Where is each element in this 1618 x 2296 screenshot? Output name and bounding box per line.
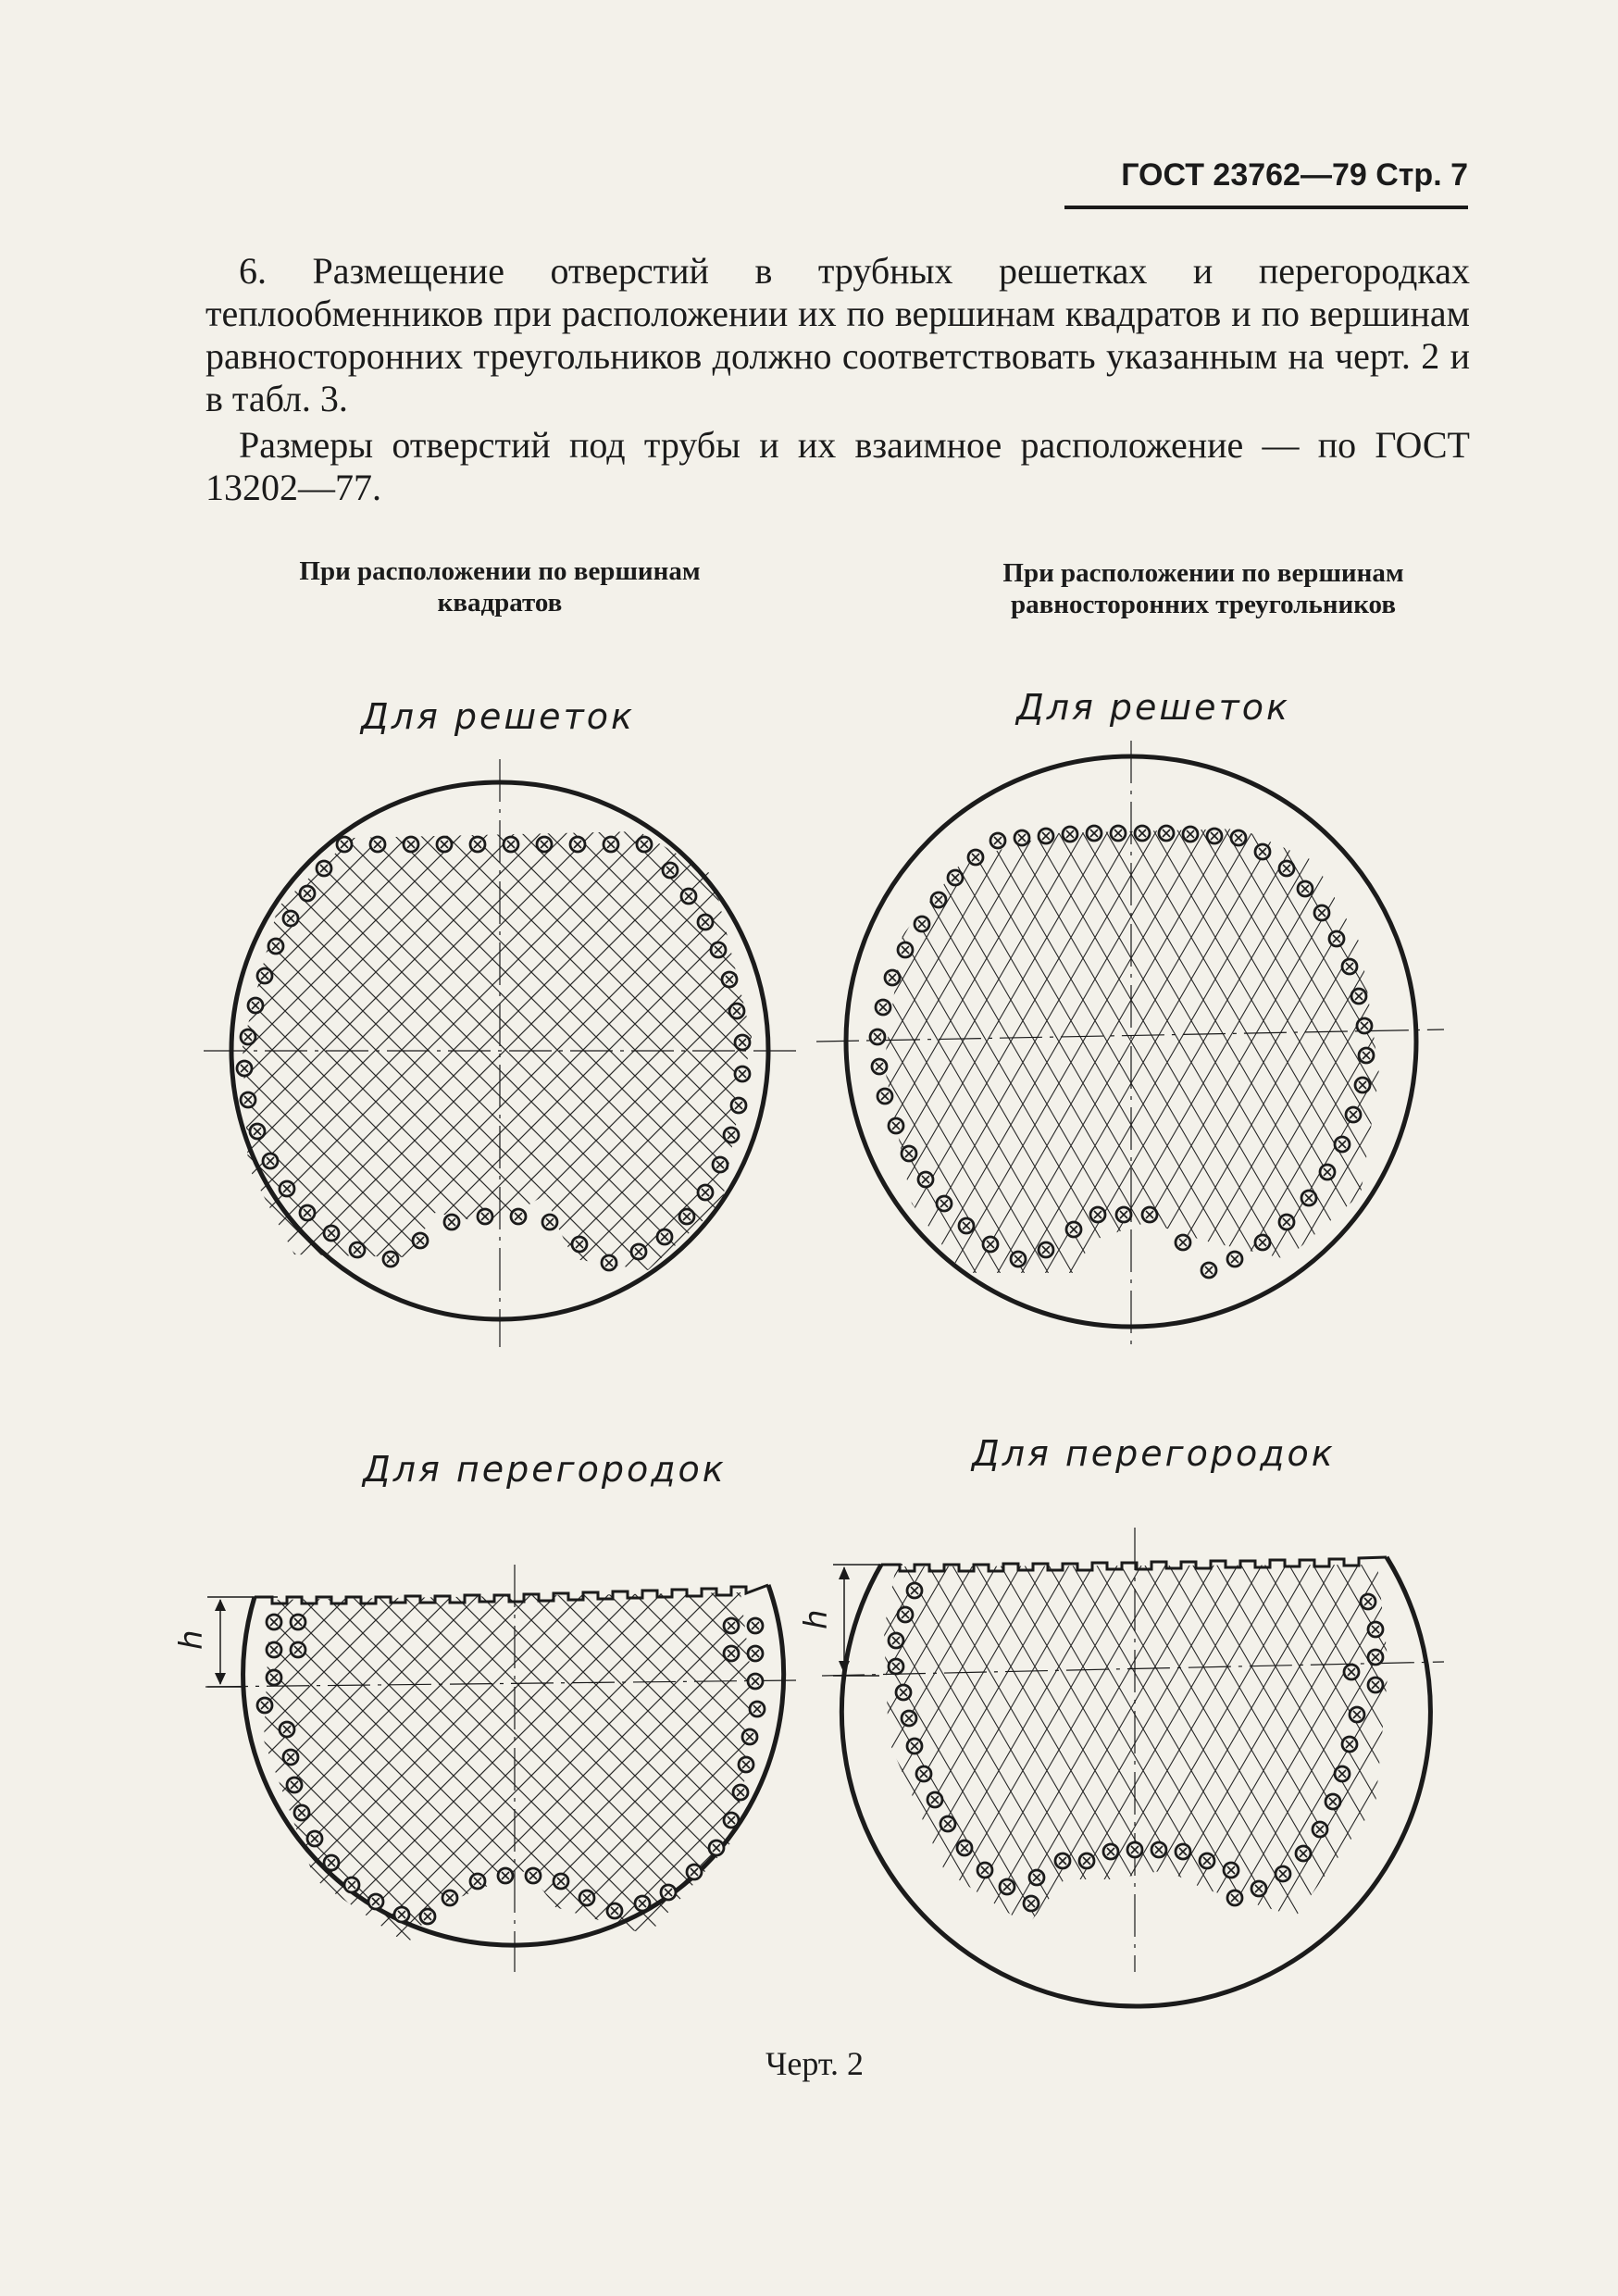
label-baffle-square: Для перегородок (363, 1449, 727, 1490)
right-title-line-1: При расположении по вершинам (1002, 558, 1404, 588)
square-baffle-h-label: h (173, 1629, 210, 1650)
figure-triangle-grid (816, 741, 1444, 1352)
left-title-line-1: При расположении по вершинам (299, 556, 701, 586)
left-title-line-2: квадратов (437, 588, 563, 618)
paragraph-1: 6. Размещение отверстий в трубных решетках и перегородках теплообменников при расположении их по вершинам квадратов и по вершинам равносторонних треугольников должно соответствовать указанным на черт. 2 и в табл. 3. (205, 250, 1470, 419)
page-header: ГОСТ 23762—79 Стр. 7 (1121, 157, 1468, 193)
figure-square-baffle (173, 1565, 796, 1972)
figure-caption: Черт. 2 (765, 2045, 864, 2082)
triangle-baffle-h-label: h (798, 1609, 835, 1629)
figure-square-grid (204, 759, 796, 1347)
square-baffle-h-dimension (173, 1597, 278, 1687)
label-grid-triangle: Для решеток (1016, 687, 1290, 728)
triangle-baffle-hatch (884, 1565, 1388, 1926)
square-baffle-hatch (264, 1592, 757, 1944)
figure-triangle-baffle (798, 1528, 1444, 2006)
label-baffle-triangle: Для перегородок (972, 1433, 1336, 1474)
square-grid-hatch (243, 831, 752, 1270)
label-grid-square: Для решеток (361, 696, 635, 737)
right-title-line-2: равносторонних треугольников (1011, 590, 1396, 619)
paragraph-2: Размеры отверстий под трубы и их взаимное расположение — по ГОСТ 13202—77. (205, 424, 1470, 508)
